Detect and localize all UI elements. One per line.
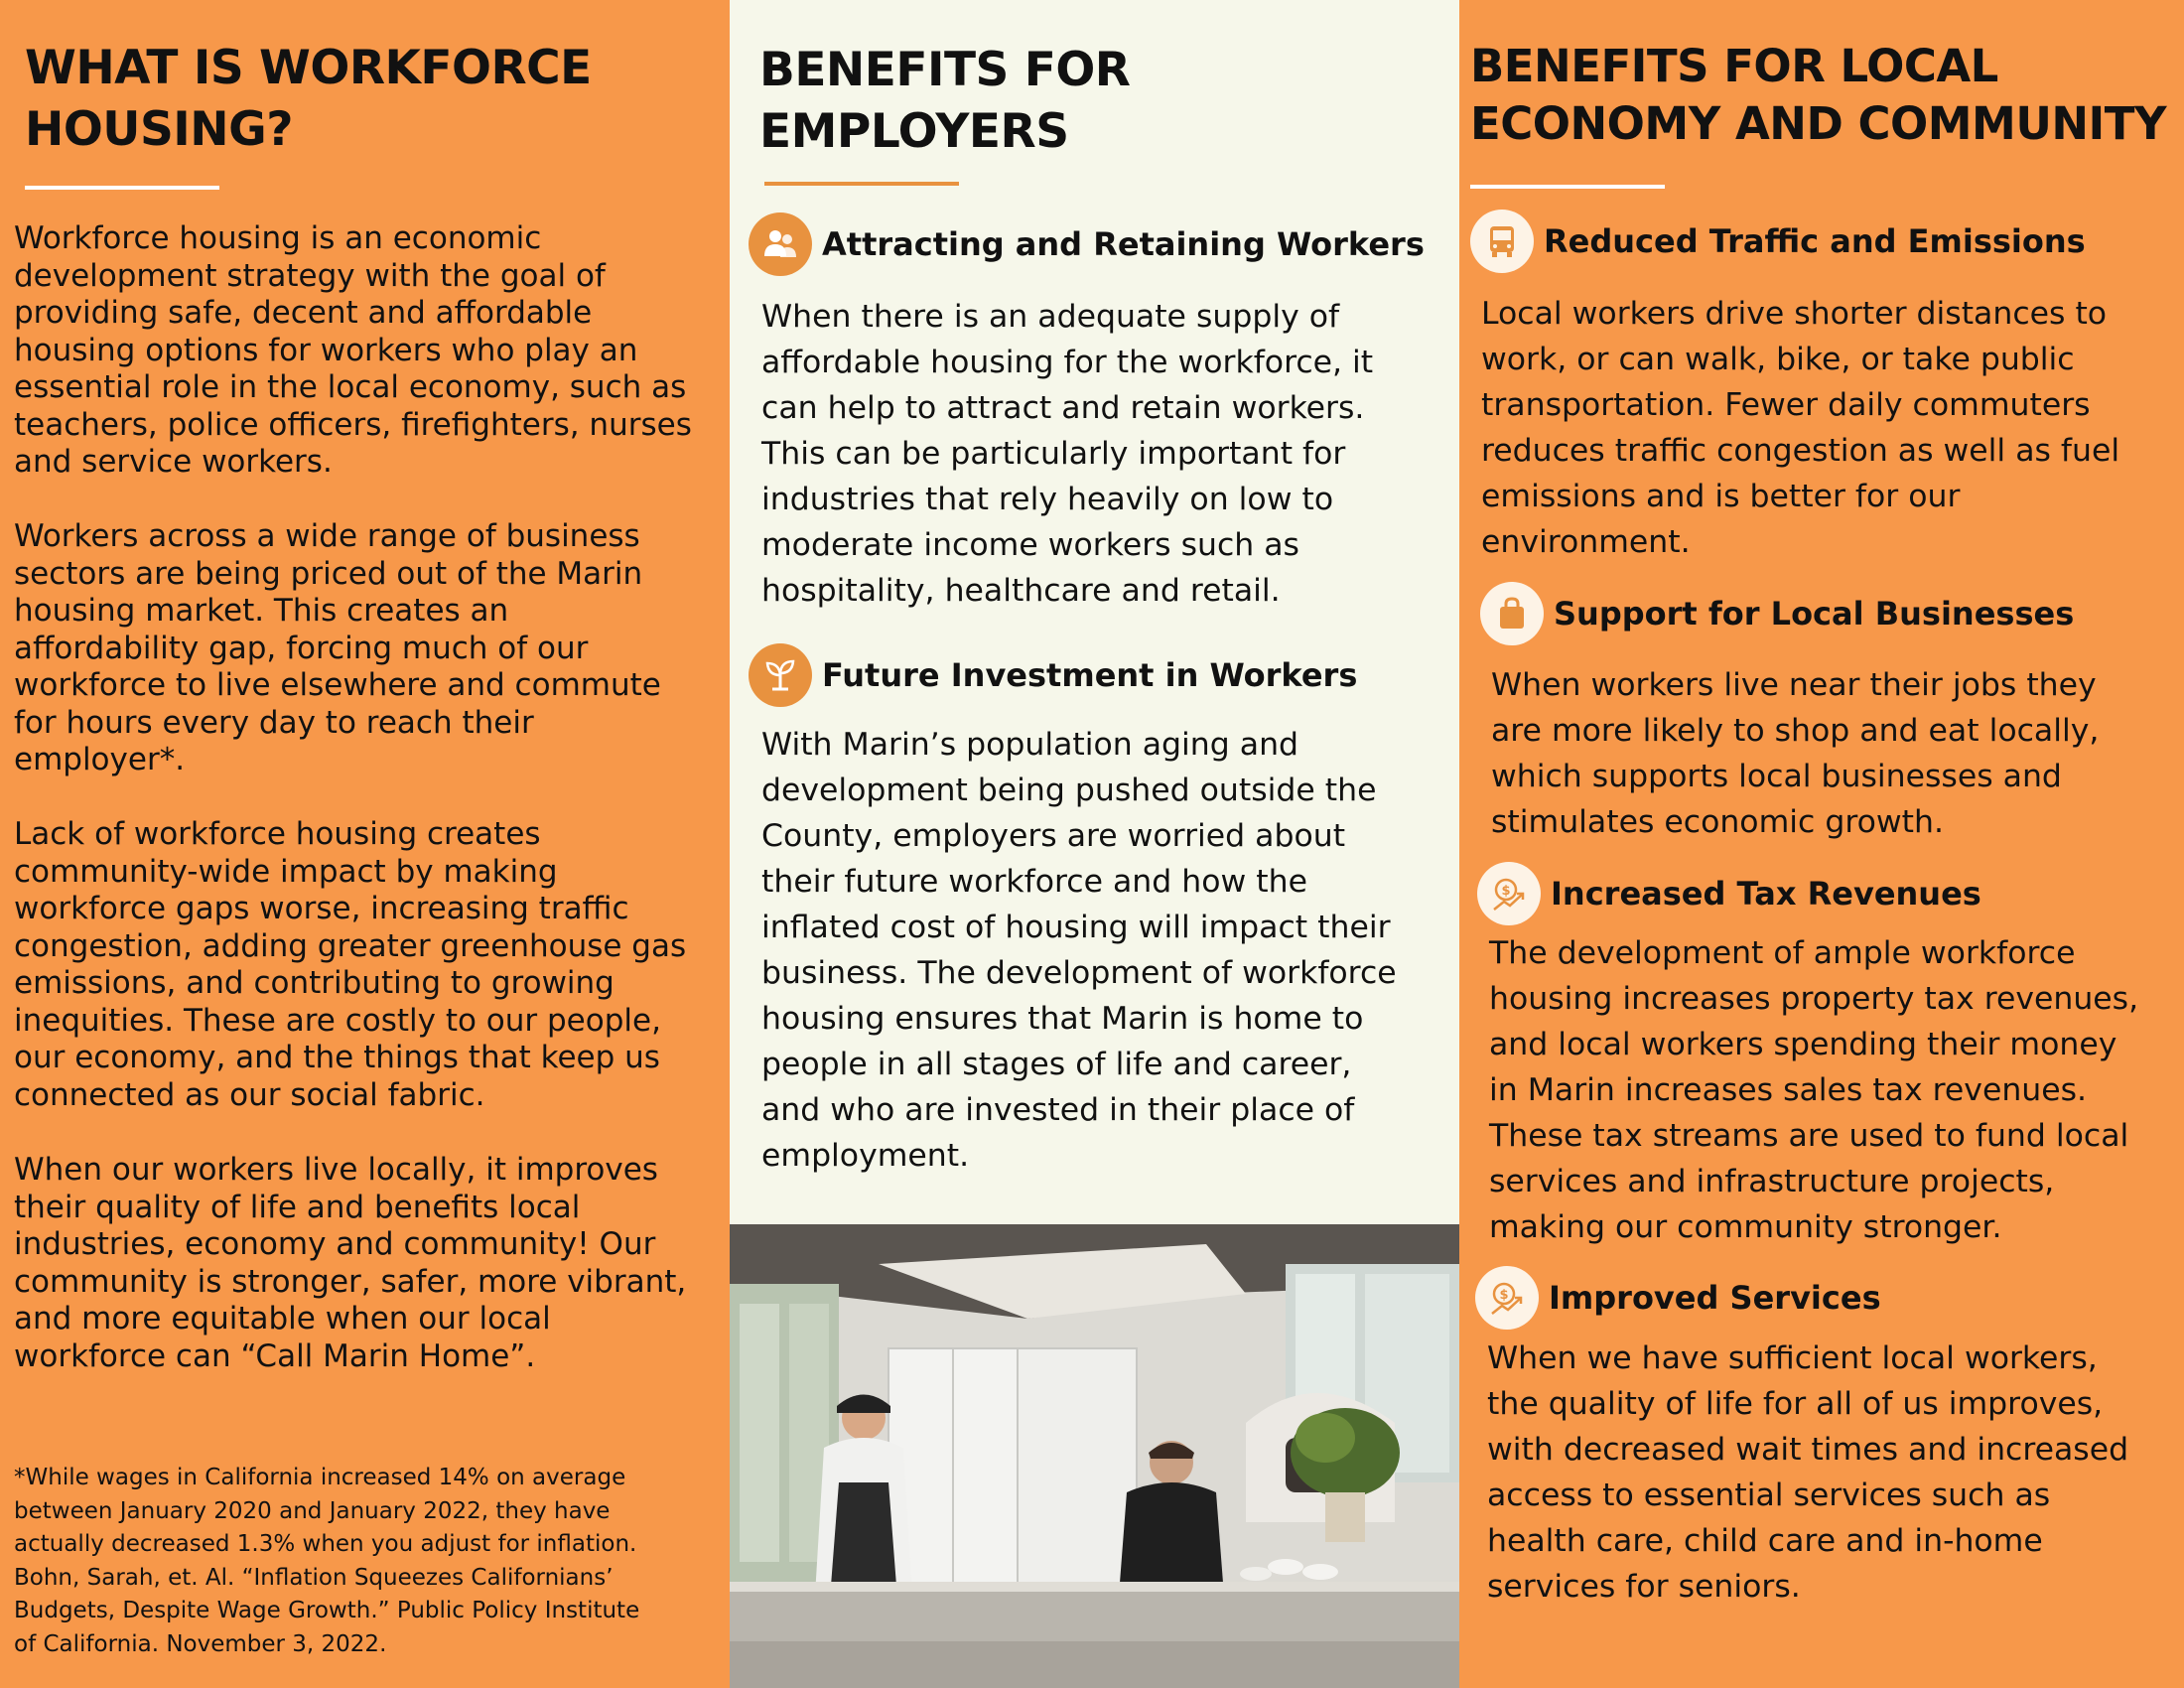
section-body: Local workers drive shorter distances to work, or can walk, bike, or take public transportation. Fewer daily commuters reduces traffic congestion as well as fuel emissions and is better for our environment. (1481, 296, 2120, 560)
shopping-bag-icon (1480, 582, 1544, 645)
svg-text:$: $ (1501, 884, 1511, 899)
section-title: Future Investment in Workers (822, 656, 1358, 694)
column3-divider (1470, 185, 1665, 189)
section-title: Reduced Traffic and Emissions (1544, 222, 2086, 260)
section-body: When workers live near their jobs they are more likely to shop and eat locally, which supports local businesses and stimulates economic growth. (1491, 667, 2100, 840)
column2-divider (764, 182, 959, 186)
kitchen-workers-photo (730, 1224, 1459, 1688)
revenue-growth-icon (1475, 1266, 1539, 1330)
svg-text:$: $ (1499, 1288, 1509, 1303)
what-is-workforce-housing-column (0, 0, 730, 1688)
section-body: When we have sufficient local workers, the quality of life for all of us improves, with decreased wait times and increased access to essential services such as health care, child care and in-home services for seniors. (1487, 1340, 2129, 1605)
section-title: Support for Local Businesses (1554, 595, 2075, 633)
section-tax-revenues (1477, 862, 1981, 925)
footnote: *While wages in California increased 14% on average between January 2020 and January 2022, they have actually decreased 1.3% when you adjust for inflation. Bohn, Sarah, et. Al. “Inflation Squeezes Californians’ Budgets, Despite Wage Growth.” Public Policy Institute of California. November 3, 2022. (14, 1465, 640, 1657)
section-title: Increased Tax Revenues (1551, 875, 1981, 913)
section-body: The development of ample workforce housing increases property tax revenues, and local workers spending their money in Marin increases sales tax revenues. These tax streams are used to fund local services and infrastructure projects, making our community stronger. (1489, 935, 2139, 1245)
column2-heading: BENEFITS FOR EMPLOYERS (759, 43, 1131, 159)
bus-icon (1470, 210, 1534, 273)
people-icon (749, 212, 812, 276)
section-future-investment (749, 643, 1357, 707)
section-body: With Marin’s population aging and development being pushed outside the County, employers are worried about their future workforce and how the inflated cost of housing will impact their business. The development of workforce housing ensures that Marin is home to people in all stages of life and career, and who are invested in their place of employment. (761, 727, 1397, 1174)
column3-heading: BENEFITS FOR LOCAL ECONOMY AND COMMUNITY (1470, 40, 2167, 150)
section-title: Improved Services (1549, 1279, 1881, 1317)
section-improved-services (1475, 1266, 1881, 1330)
benefits-local-economy-column (1459, 0, 2184, 1688)
section-local-businesses (1480, 582, 2074, 645)
sprout-icon (749, 643, 812, 707)
section-reduced-traffic (1470, 210, 2086, 273)
affordability-paragraph: Workers across a wide range of business sectors are being priced out of the Marin housing market. This creates an affordability gap, forcing much of our workforce to live elsewhere and commute for hours every day to reach their employer*. (14, 518, 661, 777)
benefits-paragraph: When our workers live locally, it improves their quality of life and benefits local industries, economy and community! Our community is stronger, safer, more vibrant, and more equitable when our local workforce can “Call Marin Home”. (14, 1152, 687, 1374)
section-body: When there is an adequate supply of affordable housing for the workforce, it can help to attract and retain workers. This can be particularly important for industries that rely heavily on low to moderate income workers such as hospitality, healthcare and retail. (761, 299, 1374, 609)
column1-divider (25, 186, 219, 190)
section-attracting-workers (749, 212, 1425, 276)
revenue-growth-icon (1477, 862, 1541, 925)
impact-paragraph: Lack of workforce housing creates community-wide impact by making workforce gaps worse, increasing traffic congestion, adding greater greenhouse gas emissions, and contributing to growing inequities. These are costly to our people, our economy, and the things that keep us connected as our social fabric. (14, 816, 687, 1113)
intro-paragraph: Workforce housing is an economic development strategy with the goal of providing safe, decent and affordable housing options for workers who play an essential role in the local economy, such as teachers, police officers, firefighters, nurses and service workers. (14, 220, 692, 480)
column1-heading: WHAT IS WORKFORCE HOUSING? (25, 41, 592, 157)
section-title: Attracting and Retaining Workers (822, 225, 1425, 263)
